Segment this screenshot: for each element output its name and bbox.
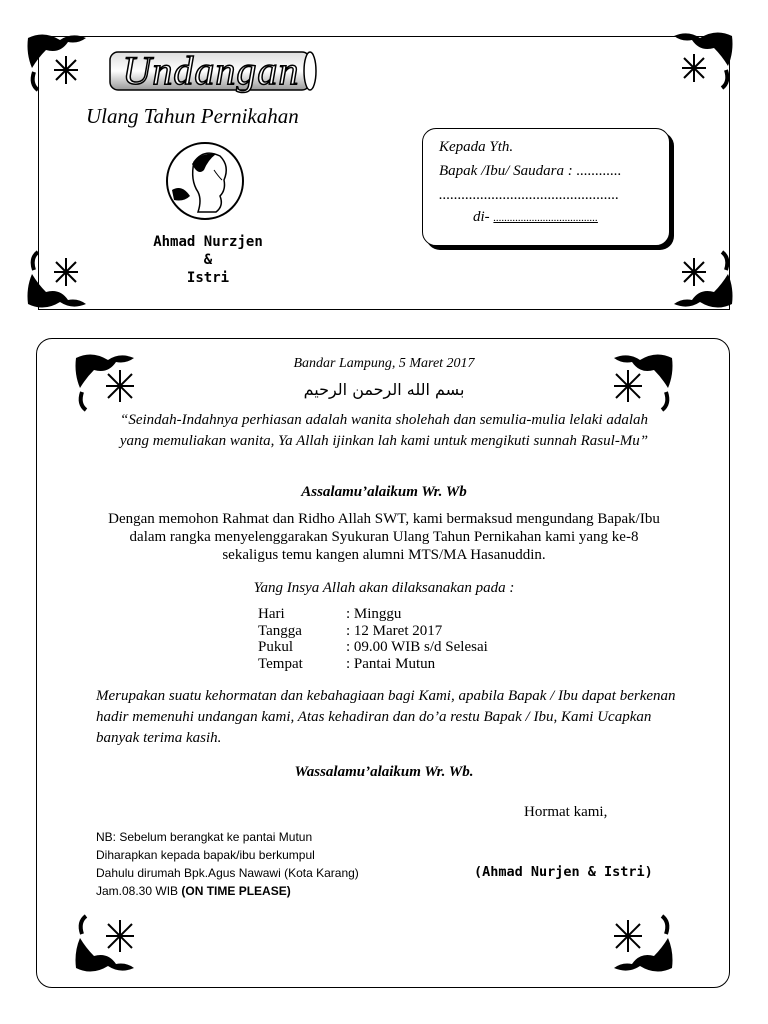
note-line-3: Dahulu dirumah Bpk.Agus Nawawi (Kota Karang)	[96, 866, 359, 880]
signature: (Ahmad Nurjen & Istri)	[474, 864, 653, 880]
host-name: Ahmad Nurzjen	[153, 234, 263, 250]
bismillah-calligraphy: بسم الله الرحمن الرحيم	[303, 380, 465, 399]
farewell: Wassalamu’alaikum Wr. Wb.	[294, 764, 474, 780]
event-subtitle: Ulang Tahun Pernikahan	[86, 104, 299, 128]
corner-ornament-mid-right	[660, 248, 736, 314]
corner-ornament-top-right	[660, 26, 736, 92]
address-line-3: ................................................	[439, 187, 619, 203]
detail-row-day	[258, 606, 558, 623]
invitation-body: Dengan memohon Rahmat dan Ridho Allah SWT, kami bermaksud mengundang Bapak/Ibu dalam rangka menyelenggarakan Syukuran Ulang Tahun Pernikahan kami yang ke-8 sekaligus temu kangen alumni MTS/MA Hasanuddin.	[108, 511, 660, 563]
address-line-4-prefix: di-	[473, 209, 490, 225]
corner-ornament-letter-bottom-left	[72, 912, 148, 978]
portrait-emblem	[164, 140, 246, 222]
detail-value: : Minggu	[346, 606, 402, 622]
detail-key: Hari	[258, 606, 285, 622]
detail-key: Tangga	[258, 622, 302, 639]
host-ampersand: &	[203, 252, 213, 268]
address-line-2: Bapak /Ibu/ Saudara : ............	[439, 163, 622, 179]
place-date: Bandar Lampung, 5 Maret 2017	[293, 356, 475, 371]
address-line-4	[473, 209, 598, 226]
detail-key: Pukul	[258, 639, 294, 655]
detail-row-date	[258, 623, 558, 640]
address-line-4-dots: ......................................	[493, 212, 598, 224]
host-spouse: Istri	[186, 270, 230, 286]
detail-value: : 12 Maret 2017	[346, 622, 443, 639]
note-line-2: Diharapkan kepada bapak/ibu berkumpul	[96, 848, 315, 862]
corner-ornament-letter-top-right	[600, 348, 676, 414]
banner-title: Undangan	[122, 48, 300, 93]
corner-ornament-letter-bottom-right	[600, 912, 676, 978]
detail-value: : Pantai Mutun	[346, 655, 436, 672]
note-line-4	[96, 882, 476, 900]
note-emphasis: (ON TIME PLEASE)	[181, 884, 291, 898]
corner-ornament-top-left	[24, 28, 100, 94]
corner-ornament-mid-left	[24, 248, 100, 314]
regards: Hormat kami,	[524, 804, 608, 820]
note-line-4-text: Jam.08.30 WIB	[96, 884, 182, 898]
greeting: Assalamu’alaikum Wr. Wb	[301, 484, 467, 500]
title-banner	[104, 48, 318, 94]
closing-paragraph: Merupakan suatu kehormatan dan kebahagiaan bagi Kami, apabila Bapak / Ibu dapat berkenan hadir memenuhi undangan kami, Atas kehadiran dan do’a restu Bapak / Ibu, Kami Ucapkan banyak terima kasih.	[96, 688, 676, 746]
detail-row-time	[258, 639, 558, 656]
note-block	[96, 828, 476, 900]
opening-quote: “Seindah-Indahnya perhiasan adalah wanita sholehah dan semulia-mulia lelaki adalah yang memuliakan wanita, Ya Allah ijinkan lah kami untuk mengikuti sunnah Rasul-Mu”	[119, 412, 649, 449]
detail-value: : 09.00 WIB s/d Selesai	[346, 639, 488, 655]
event-details	[258, 606, 558, 672]
corner-ornament-letter-top-left	[72, 348, 148, 414]
address-line-1: Kepada Yth.	[439, 139, 514, 155]
detail-key: Tempat	[258, 655, 303, 672]
detail-row-place	[258, 656, 558, 673]
address-box	[422, 128, 670, 246]
note-line-1: NB: Sebelum berangkat ke pantai Mutun	[96, 830, 313, 844]
schedule-intro: Yang Insya Allah akan dilaksanakan pada :	[253, 580, 515, 596]
